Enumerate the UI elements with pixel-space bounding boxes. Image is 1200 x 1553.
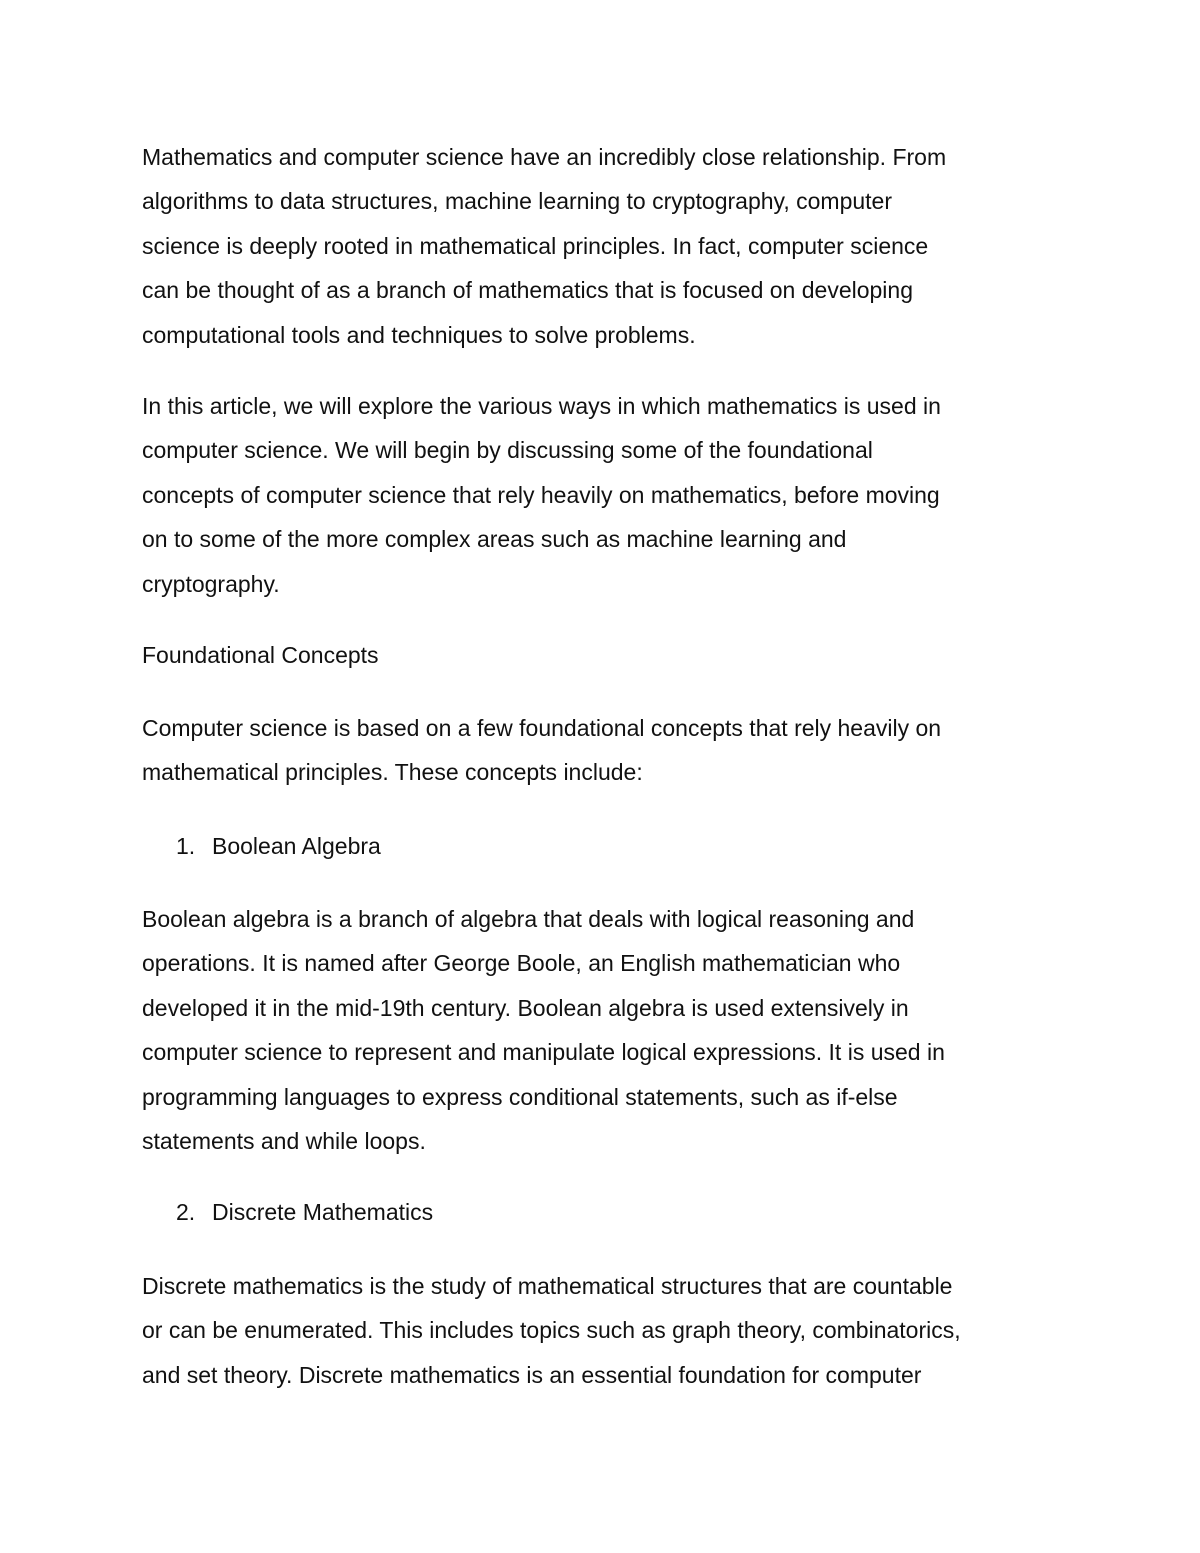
text-line: concepts of computer science that rely heavily on mathematics, before moving bbox=[142, 481, 940, 508]
text-line: Boolean algebra is a branch of algebra that deals with logical reasoning and bbox=[142, 906, 915, 932]
text-line: science is deeply rooted in mathematical principles. In fact, computer science bbox=[142, 232, 929, 259]
text-line: developed it in the mid-19th century. Boolean algebra is used extensively in bbox=[142, 994, 909, 1021]
text-line: algorithms to data structures, machine learning to cryptography, computer bbox=[142, 188, 892, 215]
text-line: statements and while loops. bbox=[142, 1128, 426, 1155]
text-line: Discrete mathematics is the study of mathematical structures that are countable bbox=[142, 1273, 953, 1299]
list-item-boolean-algebra bbox=[142, 824, 1106, 868]
text-line: operations. It is named after George Boole, an English mathematician who bbox=[142, 950, 901, 977]
text-line: and set theory. Discrete mathematics is an essential foundation for computer bbox=[142, 1361, 922, 1388]
text-line: computer science to represent and manipulate logical expressions. It is used in bbox=[142, 1039, 945, 1066]
boolean-algebra-paragraph bbox=[142, 897, 1072, 1163]
text-line: mathematical principles. These concepts include: bbox=[142, 759, 643, 786]
list-label: Discrete Mathematics bbox=[212, 1199, 434, 1225]
intro-paragraph bbox=[142, 135, 1072, 357]
text-line: In this article, we will explore the various ways in which mathematics is used in bbox=[142, 393, 941, 419]
text-line: or can be enumerated. This includes topics such as graph theory, combinatorics, bbox=[142, 1317, 961, 1344]
concepts-intro-paragraph bbox=[142, 706, 1072, 795]
section-heading-text: Foundational Concepts bbox=[142, 642, 379, 668]
text-line: cryptography. bbox=[142, 570, 280, 597]
text-line: computational tools and techniques to solve problems. bbox=[142, 321, 696, 348]
text-line: Computer science is based on a few foundational concepts that rely heavily on bbox=[142, 715, 942, 741]
text-line: programming languages to express conditional statements, such as if-else bbox=[142, 1083, 898, 1110]
list-label: Boolean Algebra bbox=[212, 833, 381, 859]
list-item-discrete-mathematics bbox=[142, 1190, 1106, 1234]
list-number: 1. bbox=[176, 833, 196, 859]
text-line: can be thought of as a branch of mathematics that is focused on developing bbox=[142, 277, 913, 304]
text-line: on to some of the more complex areas such as machine learning and bbox=[142, 526, 847, 553]
section-heading bbox=[142, 633, 1072, 677]
article-overview-paragraph bbox=[142, 384, 1072, 606]
list-number: 2. bbox=[176, 1199, 196, 1225]
text-line: computer science. We will begin by discussing some of the foundational bbox=[142, 437, 873, 464]
discrete-mathematics-paragraph bbox=[142, 1264, 1072, 1397]
text-line: Mathematics and computer science have an incredibly close relationship. From bbox=[142, 144, 947, 170]
